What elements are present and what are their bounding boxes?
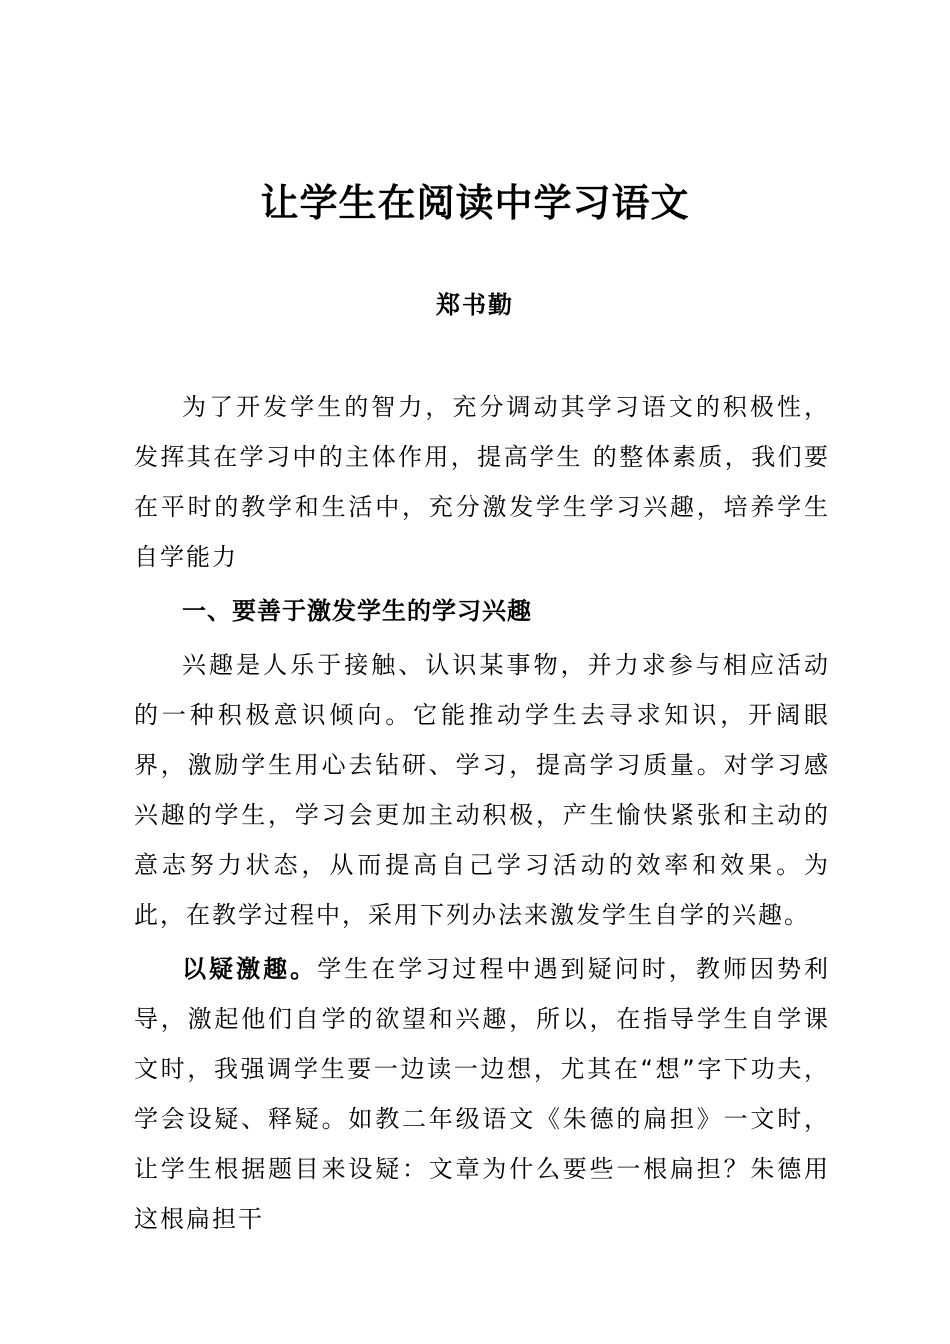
method-paragraph — [134, 944, 830, 1244]
section-heading: 一、要善于激发学生的学习兴趣 — [182, 597, 532, 625]
intro-paragraph: 为了开发学生的智力，充分调动其学习语文的积极性，发挥其在学习中的主体作用，提高学生 的整体素质，我们要在平时的教学和生活中，充分激发学生学习兴趣，培养学生自学能力 — [134, 393, 830, 571]
document-author: 郑书勤 — [436, 290, 514, 319]
method-lead: 以疑激趣。 — [182, 955, 318, 983]
method-text: 学生在学习过程中遇到疑问时，教师因势利导，激起他们自学的欲望和兴趣，所以，在指导学生自学课文时，我强调学生要一边读一边想，尤其在“想”字下功夫，学会设疑、释疑。如教二年级语文《朱德的扁担》一文时，让学生根据题目来设疑：文章为什么要些一根扁担？朱德用这根扁担干 — [134, 955, 830, 1233]
document-body — [134, 382, 830, 1244]
section-paragraph: 兴趣是人乐于接触、认识某事物，并力求参与相应活动的一种积极意识倾向。它能推动学生去寻求知识，开阔眼界，激励学生用心去钻研、学习，提高学习质量。对学习感兴趣的学生，学习会更加主动积极，产生愉快紧张和主动的意志努力状态，从而提高自己学习活动的效率和效果。为此，在教学过程中，采用下列办法来激发学生自学的兴趣。 — [134, 651, 830, 929]
document-title: 让学生在阅读中学习语文 — [260, 180, 690, 225]
